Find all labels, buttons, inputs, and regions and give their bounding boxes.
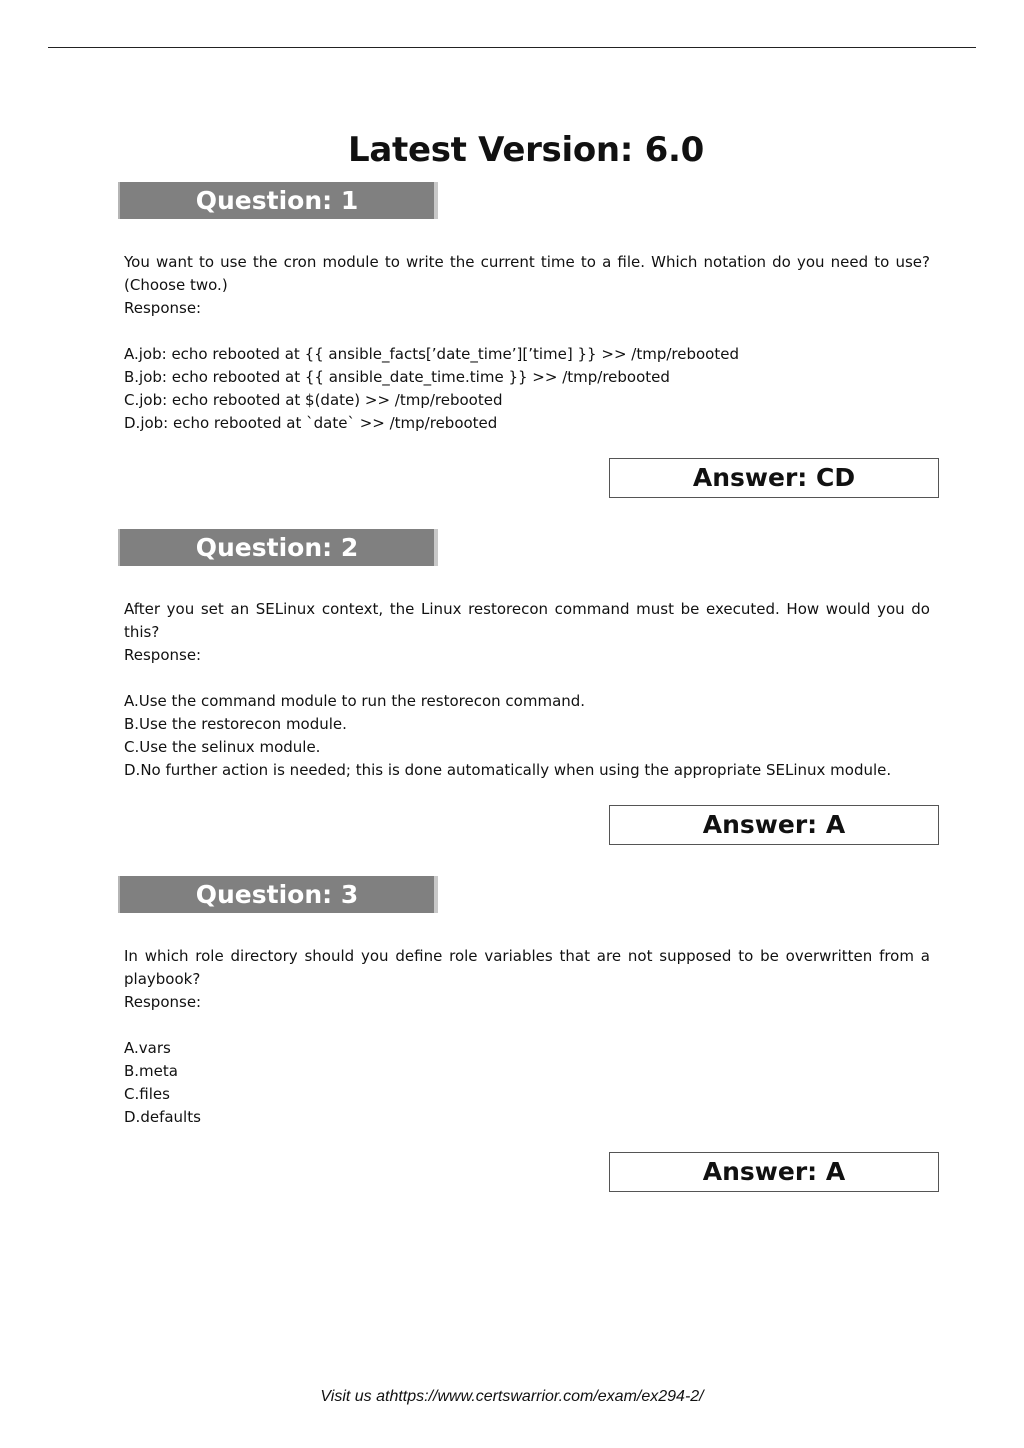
option-a: A.Use the command module to run the restorecon command.	[124, 692, 586, 710]
question-prompt: You want to use the cron module to write the current time to a file. Which notation do you need to use? (Choose two.)	[124, 253, 930, 294]
question-1-header: Question: 1	[118, 182, 438, 219]
question-2-header: Question: 2	[118, 529, 438, 566]
top-rule	[48, 47, 976, 48]
question-2-answer: Answer: A	[609, 805, 939, 845]
option-c: C.Use the selinux module.	[124, 738, 321, 756]
response-label: Response:	[124, 299, 202, 317]
question-3-answer: Answer: A	[609, 1152, 939, 1192]
option-b: B.job: echo rebooted at {{ ansible_date_time.time }} >> /tmp/rebooted	[124, 368, 670, 386]
question-1-answer: Answer: CD	[609, 458, 939, 498]
option-b: B.meta	[124, 1062, 178, 1080]
option-a: A.vars	[124, 1039, 171, 1057]
page-title: Latest Version: 6.0	[348, 130, 704, 170]
option-a: A.job: echo rebooted at {{ ansible_facts[’date_time’][’time] }} >> /tmp/rebooted	[124, 345, 739, 363]
footer-visit-link[interactable]: Visit us athttps://www.certswarrior.com/exam/ex294-2/	[320, 1388, 704, 1405]
option-c: C.job: echo rebooted at $(date) >> /tmp/rebooted	[124, 391, 503, 409]
response-label: Response:	[124, 646, 202, 664]
response-label: Response:	[124, 993, 202, 1011]
option-d: D.job: echo rebooted at `date` >> /tmp/rebooted	[124, 414, 498, 432]
question-1-body	[124, 251, 930, 435]
option-d: D.No further action is needed; this is done automatically when using the appropriate SELinux module.	[124, 761, 892, 779]
question-prompt: In which role directory should you define role variables that are not supposed to be overwritten from a playbook?	[124, 947, 930, 988]
option-b: B.Use the restorecon module.	[124, 715, 347, 733]
option-c: C.files	[124, 1085, 170, 1103]
question-3-body	[124, 945, 930, 1129]
question-2-body	[124, 598, 930, 782]
question-prompt: After you set an SELinux context, the Linux restorecon command must be executed. How would you do this?	[124, 600, 930, 641]
option-d: D.defaults	[124, 1108, 201, 1126]
question-3-header: Question: 3	[118, 876, 438, 913]
